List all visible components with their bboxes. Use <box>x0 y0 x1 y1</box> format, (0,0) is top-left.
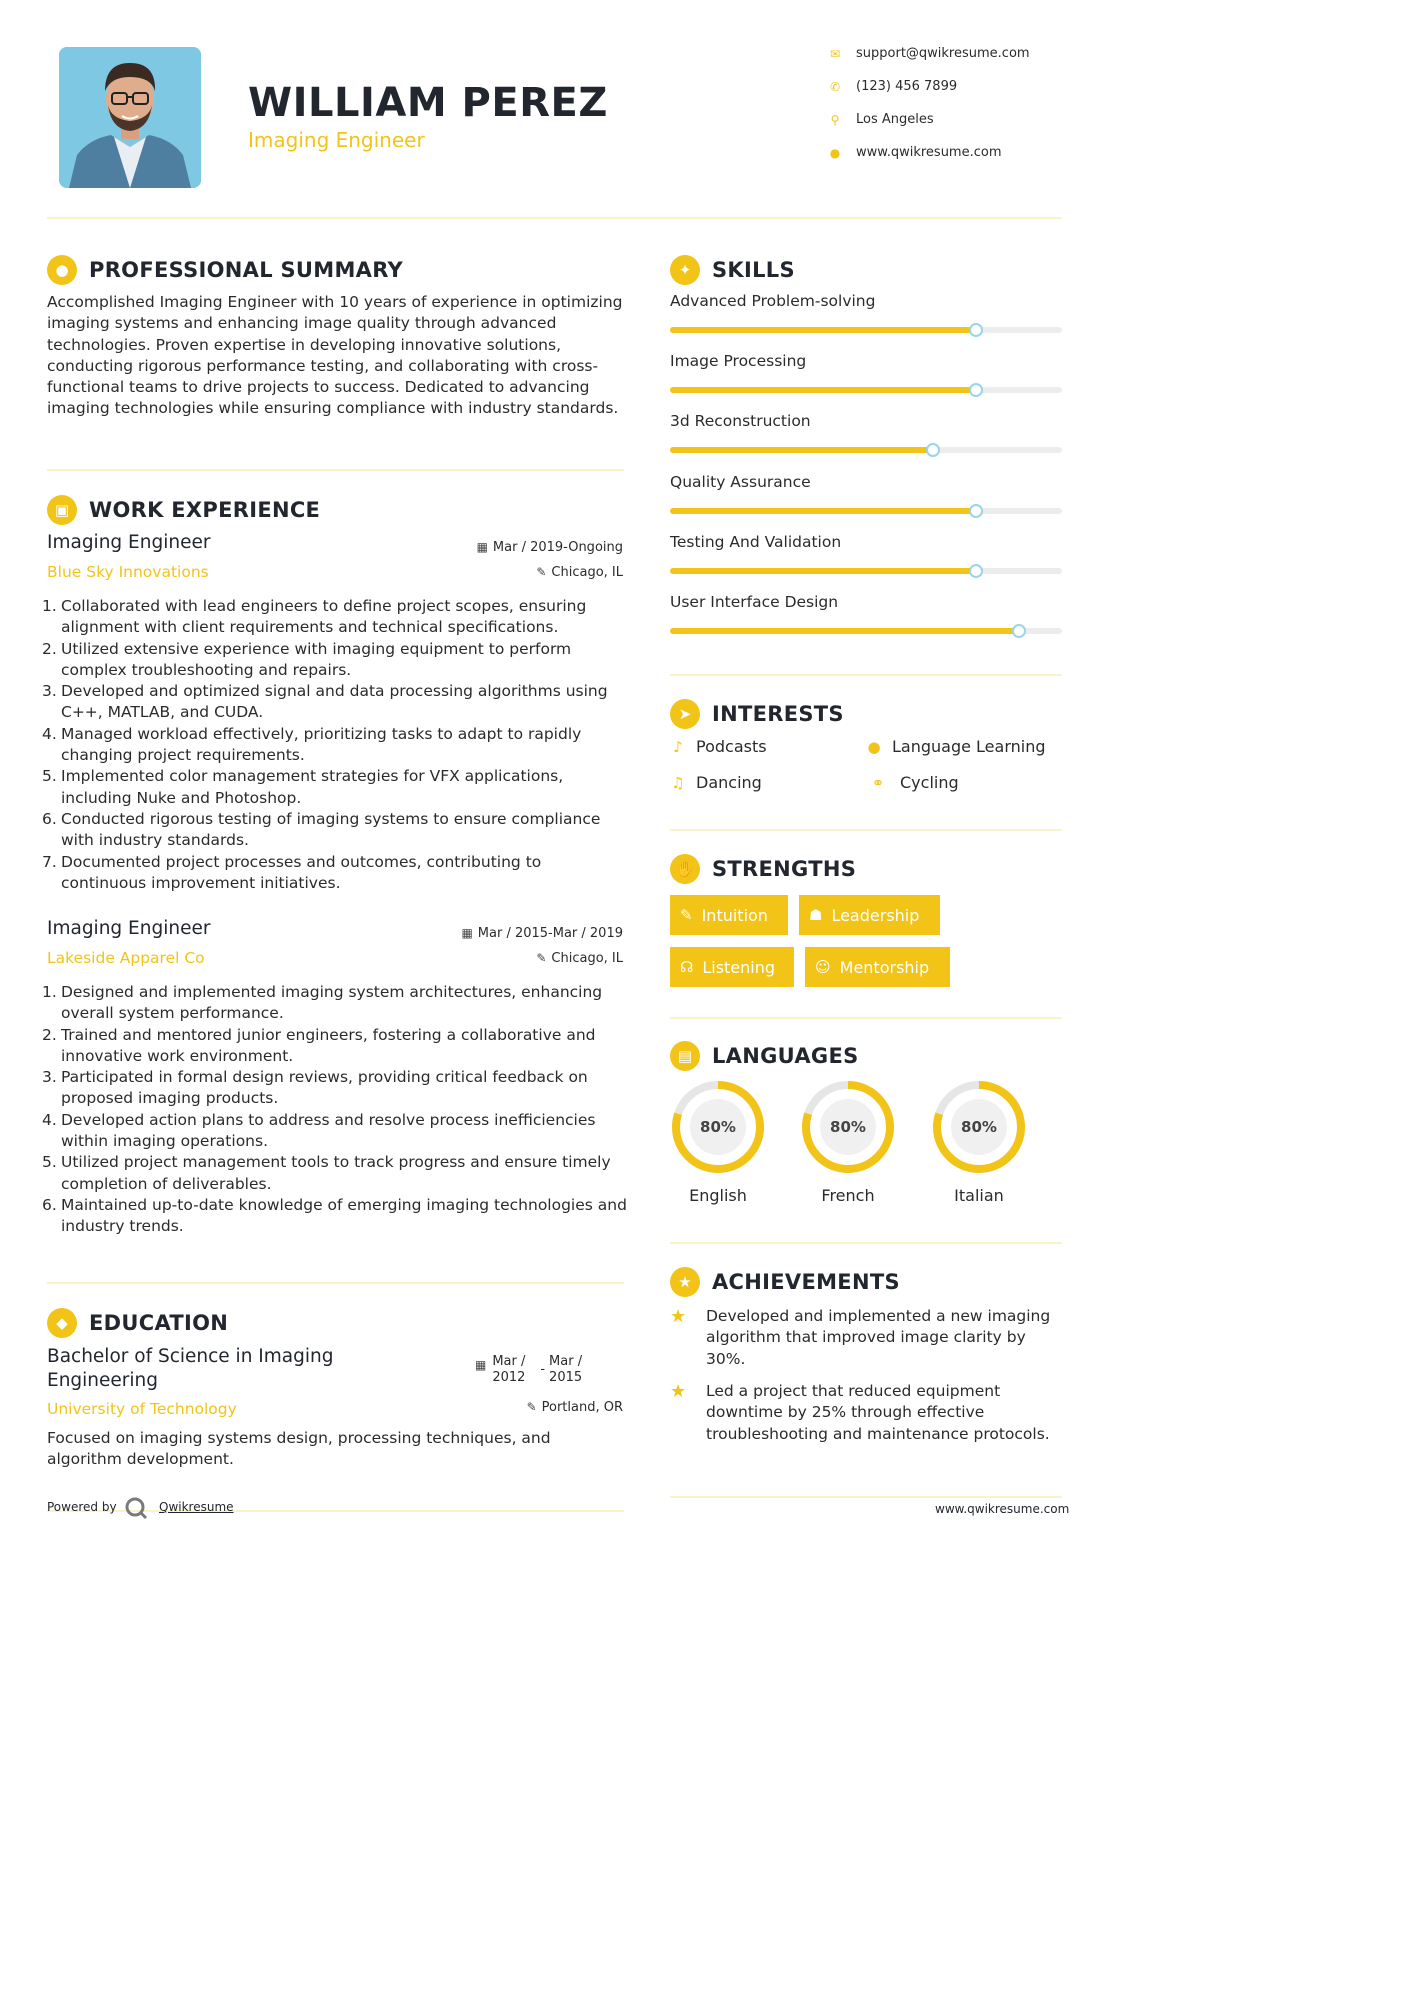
profile-photo <box>59 47 201 188</box>
contact-phone-text: (123) 456 7899 <box>856 79 958 94</box>
candidate-role: Imaging Engineer <box>248 128 425 152</box>
star-icon: ★ <box>670 1381 687 1402</box>
job-2-date-text: Mar / 2015-Mar / 2019 <box>477 926 623 941</box>
star-badge-icon: ★ <box>670 1267 700 1297</box>
job-2-date <box>461 926 623 941</box>
language-percent: 80% <box>830 1118 866 1136</box>
skill-bar-fill <box>670 628 1019 634</box>
achievement-text: Developed and implemented a new imaging algorithm that improved image clarity by 30%. <box>706 1307 1051 1368</box>
skill-name: Image Processing <box>670 352 807 371</box>
skills-title: SKILLS <box>712 258 795 282</box>
calendar-icon: ▦ <box>461 926 473 940</box>
calendar-icon: ▦ <box>476 540 488 554</box>
job-2-location-text: Chicago, IL <box>551 951 623 966</box>
strengths-title: STRENGTHS <box>712 857 857 881</box>
skill-level-knob <box>969 504 983 518</box>
qwikresume-link[interactable]: Qwikresume <box>159 1500 234 1514</box>
summary-divider <box>47 469 624 471</box>
paper-plane-icon: ➤ <box>670 699 700 729</box>
user-icon: ● <box>47 255 77 285</box>
duty-item: Collaborated with lead engineers to define project scopes, ensuring alignment with client requirements and technical specifications. <box>61 597 587 637</box>
strengths-divider <box>670 1017 1062 1019</box>
skill-bar-fill <box>670 508 976 514</box>
job-2-company: Lakeside Apparel Co <box>47 949 205 967</box>
skill-bar <box>670 508 1062 514</box>
interest-label: Cycling <box>900 773 959 792</box>
interest-label: Podcasts <box>696 737 767 756</box>
contact-phone[interactable] <box>826 79 957 94</box>
interest-dancing <box>670 773 762 792</box>
duty-item: Managed workload effectively, prioritizing tasks to adapt to rapidly changing project requirements. <box>61 724 582 765</box>
interest-label: Language Learning <box>892 737 1046 756</box>
duty-item: Trained and mentored junior engineers, fostering a collaborative and innovative work environment. <box>61 1025 596 1065</box>
bicycle-icon: ⚭ <box>871 773 885 792</box>
phone-icon: ✆ <box>829 79 841 94</box>
music-note-icon: ♫ <box>671 773 685 792</box>
job-1-location-text: Chicago, IL <box>551 565 623 580</box>
job-1-company: Blue Sky Innovations <box>47 563 209 581</box>
education-location <box>527 1400 623 1415</box>
strength-chip-listening <box>670 947 794 987</box>
job-1-title: Imaging Engineer <box>47 532 211 553</box>
strength-label: Intuition <box>701 905 768 925</box>
duty-item: Designed and implemented imaging system architectures, enhancing overall system performance. <box>61 983 603 1023</box>
strength-chip-leadership <box>799 895 940 935</box>
languages-title: LANGUAGES <box>712 1044 859 1068</box>
language-item <box>800 1079 896 1205</box>
language-name: English <box>689 1186 747 1205</box>
skill-bar <box>670 327 1062 333</box>
skill-level-knob <box>926 443 940 457</box>
star-icon: ★ <box>670 1306 687 1327</box>
duty-item: Conducted rigorous testing of imaging systems to ensure compliance with industry standards. <box>61 809 601 850</box>
languages-divider <box>670 1242 1062 1244</box>
skill-level-knob <box>969 323 983 337</box>
language-item <box>931 1079 1027 1205</box>
skill-name: Testing And Validation <box>670 532 842 551</box>
contact-location <box>826 112 934 127</box>
achievement-item <box>670 1381 1062 1445</box>
lightbulb-icon: ✦ <box>670 255 700 285</box>
summary-title: PROFESSIONAL SUMMARY <box>89 258 404 282</box>
microphone-icon: ♪ <box>673 737 683 756</box>
duty-item: Developed action plans to address and resolve process inefficiencies within imaging operations. <box>61 1110 596 1151</box>
experience-title: WORK EXPERIENCE <box>89 498 321 522</box>
duty-item: Participated in formal design reviews, providing critical feedback on proposed imaging products. <box>61 1068 588 1108</box>
skills-divider <box>670 674 1062 676</box>
interest-language-learning <box>866 737 1046 756</box>
duty-item: Utilized project management tools to track progress and ensure timely completion of deliverables. <box>61 1153 611 1193</box>
skill-bar <box>670 568 1062 574</box>
skill-level-knob <box>1012 624 1026 638</box>
strength-label: Mentorship <box>839 957 930 977</box>
briefcase-icon: ▣ <box>47 495 77 525</box>
graduate-icon: ◆ <box>47 1308 77 1338</box>
summary-text: Accomplished Imaging Engineer with 10 years of experience in optimizing imaging systems and enhancing image quality through advanced technologies. Proven expertise in developing innovative solutions, conducting rigorous performance testing, and collaborating with cross-functional teams to drive projects to success. Dedicated to advancing imaging technologies while ensuring compliance with industry standards. <box>47 293 623 418</box>
interest-podcasts <box>670 737 767 756</box>
experience-divider <box>47 1282 624 1284</box>
skill-bar-fill <box>670 327 976 333</box>
envelope-icon: ✉ <box>829 46 841 61</box>
contact-location-text: Los Angeles <box>856 112 934 127</box>
skill-name: 3d Reconstruction <box>670 412 811 431</box>
portrait-image <box>59 47 201 188</box>
duty-item: Utilized extensive experience with imaging equipment to perform complex troubleshooting and repairs. <box>61 639 572 679</box>
skill-bar <box>670 387 1062 393</box>
users-icon: ☗ <box>809 906 823 924</box>
education-location-text: Portland, OR <box>541 1400 623 1415</box>
header-divider <box>47 217 1062 219</box>
strength-label: Leadership <box>831 905 920 925</box>
job-2-location <box>536 951 623 966</box>
education-dates <box>475 1354 589 1386</box>
skill-name: Advanced Problem-solving <box>670 292 876 310</box>
job-2-duties <box>47 982 629 1238</box>
magic-wand-icon: ✎ <box>680 906 693 924</box>
language-progress-ring <box>931 1079 1027 1175</box>
footer-divider-right <box>670 1496 1062 1498</box>
skill-name: Quality Assurance <box>670 472 811 491</box>
skill-bar-fill <box>670 447 933 453</box>
strengths-header <box>670 854 856 884</box>
languages-header <box>670 1041 859 1071</box>
language-progress-ring <box>800 1079 896 1175</box>
experience-header <box>47 495 320 525</box>
language-percent: 80% <box>961 1118 997 1136</box>
calendar-icon: ▦ <box>475 1358 487 1372</box>
pin-icon: ✎ <box>536 951 547 965</box>
interest-cycling <box>866 773 959 792</box>
powered-by-label: Powered by <box>47 1500 117 1514</box>
skill-bar <box>670 447 1062 453</box>
language-name: Italian <box>954 1186 1004 1205</box>
skill-bar-fill <box>670 387 976 393</box>
language-percent: 80% <box>700 1118 736 1136</box>
globe-icon: ● <box>829 145 841 160</box>
job-2-title: Imaging Engineer <box>47 918 211 939</box>
achievements-header <box>670 1267 900 1297</box>
education-school: University of Technology <box>47 1400 237 1418</box>
duty-item: Maintained up-to-date knowledge of emerging imaging technologies and industry trends. <box>61 1195 627 1236</box>
skill-level-knob <box>969 564 983 578</box>
achievement-item <box>670 1306 1062 1370</box>
pin-icon: ✎ <box>536 565 547 579</box>
contact-email-text: support@qwikresume.com <box>856 46 1030 61</box>
pin-icon: ✎ <box>526 1400 537 1414</box>
summary-header <box>47 255 403 285</box>
hand-icon: ✋ <box>670 854 700 884</box>
headphones-icon: ☊ <box>680 958 694 976</box>
job-1-date-text: Mar / 2019-Ongoing <box>492 540 623 555</box>
interests-header <box>670 699 844 729</box>
strength-chip-intuition <box>670 895 788 935</box>
location-pin-icon: ⚲ <box>830 112 840 127</box>
education-title: EDUCATION <box>89 1311 229 1335</box>
language-name: French <box>821 1186 875 1205</box>
education-degree: Bachelor of Science in Imaging Engineering <box>47 1346 334 1391</box>
candidate-name: WILLIAM PEREZ <box>248 80 608 126</box>
contact-website-text: www.qwikresume.com <box>856 145 1002 160</box>
globe-icon: ● <box>867 737 881 756</box>
contact-website[interactable] <box>826 145 1002 160</box>
footer-website[interactable]: www.qwikresume.com <box>935 1502 1070 1516</box>
interests-title: INTERESTS <box>712 702 844 726</box>
job-1-date <box>477 540 623 555</box>
qwikresume-logo-icon <box>124 1496 148 1520</box>
language-progress-ring <box>670 1079 766 1175</box>
skills-header <box>670 255 795 285</box>
user-plus-icon: ☺ <box>815 958 831 976</box>
job-1-duties <box>47 596 629 894</box>
skill-bar <box>670 628 1062 634</box>
duty-item: Developed and optimized signal and data processing algorithms using C++, MATLAB, and CUDA. <box>61 682 608 722</box>
education-description: Focused on imaging systems design, processing techniques, and algorithm development. <box>47 1429 551 1469</box>
achievement-text: Led a project that reduced equipment downtime by 25% through effective troubleshooting and maintenance protocols. <box>706 1382 1050 1443</box>
skill-name: User Interface Design <box>670 593 839 611</box>
achievements-title: ACHIEVEMENTS <box>712 1270 900 1294</box>
education-date-end: Mar / 2015 <box>549 1354 583 1385</box>
strength-label: Listening <box>702 957 776 977</box>
duty-item: Implemented color management strategies for VFX applications, including Nuke and Photoshop. <box>61 767 564 807</box>
date-separator: - <box>540 1362 546 1377</box>
strength-chip-mentorship <box>805 947 950 987</box>
education-date-start: Mar / 2012 <box>492 1354 526 1385</box>
duty-item: Documented project processes and outcomes, contributing to continuous improvement initiatives. <box>61 852 542 892</box>
interests-divider <box>670 829 1062 831</box>
interest-label: Dancing <box>696 773 762 792</box>
job-1-location <box>536 565 623 580</box>
education-header <box>47 1308 228 1338</box>
skill-level-knob <box>969 383 983 397</box>
language-card-icon: ▤ <box>670 1041 700 1071</box>
skill-bar-fill <box>670 568 976 574</box>
language-item <box>670 1079 766 1205</box>
contact-email[interactable] <box>826 46 1030 61</box>
